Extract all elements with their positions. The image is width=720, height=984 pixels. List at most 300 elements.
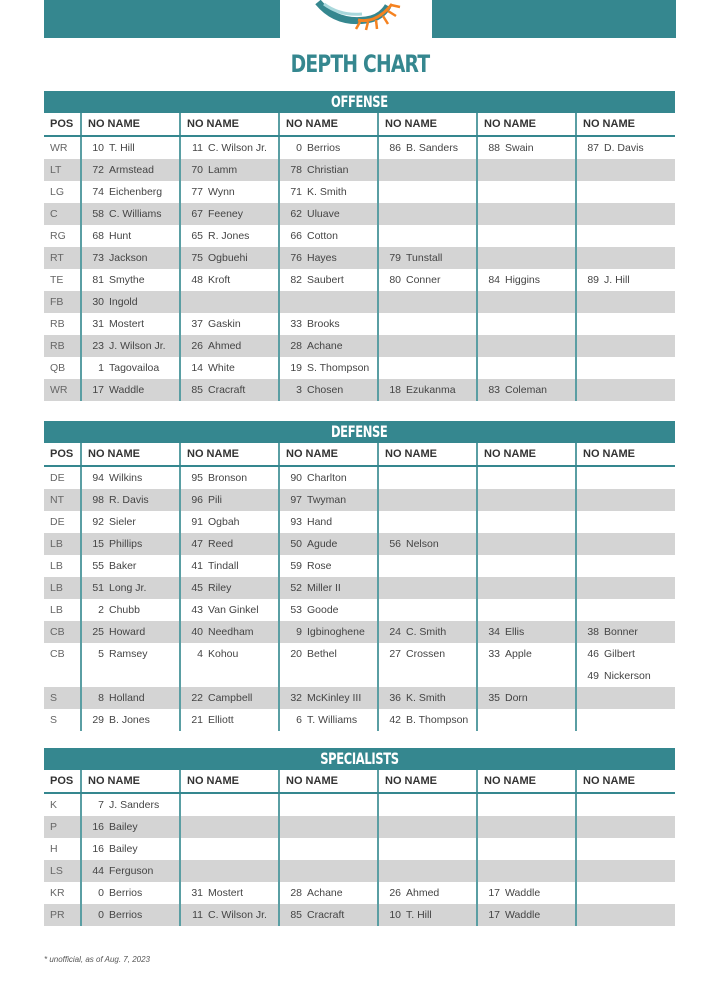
player-cell <box>279 904 378 926</box>
player-name: C. Williams <box>109 208 162 220</box>
player-cell <box>180 511 279 533</box>
player-cell <box>378 313 477 335</box>
jersey-number: 33 <box>488 648 500 660</box>
jersey-number: 11 <box>192 142 203 154</box>
player-cell <box>279 882 378 904</box>
player-cell <box>279 687 378 709</box>
offense-table <box>44 113 675 401</box>
player-name: Chosen <box>307 384 344 396</box>
jersey-number: 28 <box>290 340 302 352</box>
specialists-header: SPECIALISTS <box>44 748 675 770</box>
player-name: Apple <box>505 648 532 660</box>
player-cell <box>279 291 378 313</box>
col-header-slot: NO NAME <box>279 113 378 136</box>
table-row <box>44 247 675 269</box>
position-cell: RG <box>50 230 66 242</box>
player-cell <box>279 838 378 860</box>
player-name: McKinley III <box>307 692 362 704</box>
player-name: B. Sanders <box>406 142 458 154</box>
player-cell <box>279 816 378 838</box>
player-name: Mostert <box>109 318 145 330</box>
player-name: T. Hill <box>109 142 135 154</box>
table-row <box>44 860 675 882</box>
player-cell <box>180 181 279 203</box>
player-name: J. Sanders <box>109 799 160 811</box>
jersey-number: 97 <box>290 494 302 506</box>
col-header-pos: POS <box>44 770 81 793</box>
jersey-number: 83 <box>488 384 500 396</box>
player-cell <box>81 247 180 269</box>
player-cell <box>576 904 675 926</box>
player-name: Nelson <box>406 538 439 550</box>
column-header-row <box>44 443 675 466</box>
player-cell <box>378 159 477 181</box>
jersey-number: 5 <box>98 648 104 660</box>
player-cell <box>81 860 180 882</box>
player-cell <box>279 357 378 379</box>
jersey-number: 78 <box>290 164 302 176</box>
position-cell: C <box>44 203 81 225</box>
player-cell <box>378 621 477 643</box>
table-row <box>44 489 675 511</box>
player-cell <box>378 533 477 555</box>
jersey-number: 7 <box>98 799 104 811</box>
player-cell <box>180 489 279 511</box>
table-row <box>44 379 675 401</box>
player-cell <box>477 181 576 203</box>
player-cell <box>279 555 378 577</box>
jersey-number: 72 <box>92 164 104 176</box>
position-cell: RB <box>44 335 81 357</box>
position-cell: DE <box>50 472 65 484</box>
player-cell <box>279 709 378 731</box>
position-cell: LT <box>44 159 81 181</box>
player-name: D. Davis <box>604 142 644 154</box>
col-header-slot: NO NAME <box>576 770 675 793</box>
jersey-number: 24 <box>389 626 401 638</box>
jersey-number: 17 <box>488 909 500 921</box>
position-cell: WR <box>50 142 68 154</box>
player-cell <box>477 203 576 225</box>
player-cell <box>576 709 675 731</box>
player-name: T. Hill <box>406 909 432 921</box>
player-cell <box>180 838 279 860</box>
table-row <box>44 225 675 247</box>
player-cell <box>576 643 675 665</box>
player-name: B. Jones <box>109 714 150 726</box>
table-row <box>44 793 675 816</box>
jersey-number: 74 <box>92 186 104 198</box>
table-row <box>44 335 675 357</box>
player-cell <box>477 643 576 665</box>
player-cell <box>279 860 378 882</box>
player-cell <box>378 687 477 709</box>
player-cell <box>81 136 180 159</box>
player-cell <box>81 555 180 577</box>
table-row <box>44 709 675 731</box>
jersey-number: 50 <box>290 538 302 550</box>
player-name: B. Thompson <box>406 714 469 726</box>
player-name: Gaskin <box>208 318 241 330</box>
position-cell: H <box>50 843 58 855</box>
jersey-number: 81 <box>92 274 104 286</box>
jersey-number: 90 <box>290 472 302 484</box>
player-name: Chubb <box>109 604 140 616</box>
player-name: Feeney <box>208 208 244 220</box>
player-cell <box>81 269 180 291</box>
player-cell <box>81 489 180 511</box>
column-header-row <box>44 770 675 793</box>
jersey-number: 53 <box>290 604 302 616</box>
player-cell <box>576 577 675 599</box>
player-cell <box>180 709 279 731</box>
player-cell <box>180 621 279 643</box>
player-cell <box>576 533 675 555</box>
position-cell: P <box>44 816 81 838</box>
player-cell <box>180 225 279 247</box>
jersey-number: 33 <box>290 318 302 330</box>
player-cell <box>180 379 279 401</box>
page-title: DEPTH CHART <box>290 50 430 78</box>
player-cell <box>576 181 675 203</box>
jersey-number: 44 <box>92 865 104 877</box>
table-row <box>44 136 675 159</box>
player-cell <box>180 313 279 335</box>
table-row <box>44 511 675 533</box>
jersey-number: 91 <box>191 516 203 528</box>
player-cell <box>576 793 675 816</box>
player-name: Goode <box>307 604 339 616</box>
player-name: Waddle <box>505 887 541 899</box>
jersey-number: 98 <box>92 494 104 506</box>
player-name: Berrios <box>307 142 341 154</box>
player-name: C. Smith <box>406 626 447 638</box>
jersey-number: 8 <box>98 692 104 704</box>
col-header-slot: NO NAME <box>81 770 180 793</box>
player-name: Cotton <box>307 230 338 242</box>
player-cell <box>378 203 477 225</box>
jersey-number: 42 <box>389 714 401 726</box>
jersey-number: 93 <box>290 516 302 528</box>
player-cell <box>81 181 180 203</box>
player-name: Brooks <box>307 318 340 330</box>
player-cell <box>477 159 576 181</box>
jersey-number: 65 <box>191 230 203 242</box>
player-name: Ingold <box>109 296 138 308</box>
jersey-number: 16 <box>92 843 104 855</box>
player-name: Hunt <box>109 230 132 242</box>
table-row <box>44 269 675 291</box>
player-cell <box>576 247 675 269</box>
player-cell <box>576 860 675 882</box>
player-cell <box>180 269 279 291</box>
table-row <box>44 577 675 599</box>
player-cell <box>576 621 675 643</box>
jersey-number: 84 <box>488 274 500 286</box>
player-cell <box>180 860 279 882</box>
player-name: K. Smith <box>406 692 446 704</box>
jersey-number: 80 <box>389 274 401 286</box>
player-name: Ezukanma <box>406 384 456 396</box>
player-cell <box>378 643 477 665</box>
player-cell <box>81 159 180 181</box>
player-cell <box>477 621 576 643</box>
table-row <box>44 555 675 577</box>
jersey-number: 31 <box>92 318 104 330</box>
jersey-number: 58 <box>92 208 104 220</box>
position-cell: LB <box>50 604 63 616</box>
player-cell <box>81 793 180 816</box>
position-cell: CB <box>44 621 81 643</box>
player-name: Bailey <box>109 843 138 855</box>
jersey-number: 59 <box>290 560 302 572</box>
jersey-number: 49 <box>587 670 599 682</box>
player-cell <box>477 904 576 926</box>
player-cell <box>378 904 477 926</box>
player-cell <box>477 136 576 159</box>
player-name: Elliott <box>208 714 234 726</box>
col-header-slot: NO NAME <box>279 443 378 466</box>
jersey-number: 48 <box>191 274 203 286</box>
table-row <box>44 687 675 709</box>
table-row <box>44 621 675 643</box>
jersey-number: 3 <box>296 384 302 396</box>
dolphin-logo-icon <box>296 0 424 32</box>
player-cell <box>180 159 279 181</box>
jersey-number: 94 <box>92 472 104 484</box>
player-cell <box>378 379 477 401</box>
jersey-number: 88 <box>488 142 500 154</box>
player-name: Mostert <box>208 887 244 899</box>
player-cell <box>378 793 477 816</box>
jersey-number: 11 <box>192 909 203 921</box>
jersey-number: 41 <box>191 560 203 572</box>
player-cell <box>477 466 576 489</box>
table-row <box>44 838 675 860</box>
table-row <box>44 882 675 904</box>
table-row <box>44 599 675 621</box>
table-row <box>44 904 675 926</box>
player-cell <box>279 577 378 599</box>
player-name: Achane <box>307 340 343 352</box>
player-name: Ogbah <box>208 516 240 528</box>
player-cell <box>477 838 576 860</box>
player-cell <box>378 709 477 731</box>
player-cell <box>279 225 378 247</box>
defense-table <box>44 443 675 731</box>
position-cell: S <box>44 687 81 709</box>
player-cell <box>477 533 576 555</box>
col-header-slot: NO NAME <box>576 113 675 136</box>
player-cell <box>576 599 675 621</box>
player-cell <box>378 555 477 577</box>
col-header-slot: NO NAME <box>378 443 477 466</box>
jersey-number: 77 <box>191 186 203 198</box>
player-cell <box>81 357 180 379</box>
player-cell <box>477 269 576 291</box>
position-cell: FB <box>44 291 81 313</box>
jersey-number: 68 <box>92 230 104 242</box>
player-cell <box>378 335 477 357</box>
player-name: Higgins <box>505 274 541 286</box>
player-cell <box>477 555 576 577</box>
position-cell: LB <box>50 560 63 572</box>
player-cell <box>378 816 477 838</box>
jersey-number: 21 <box>191 714 203 726</box>
player-name: Tagovailoa <box>109 362 160 374</box>
player-name: T. Williams <box>307 714 358 726</box>
position-cell: DE <box>50 516 65 528</box>
player-name: R. Davis <box>109 494 149 506</box>
player-cell <box>378 247 477 269</box>
jersey-number: 35 <box>488 692 500 704</box>
jersey-number: 28 <box>290 887 302 899</box>
player-name: C. Wilson Jr. <box>208 142 267 154</box>
player-cell <box>576 838 675 860</box>
jersey-number: 0 <box>98 909 104 921</box>
player-name: Nickerson <box>604 670 651 682</box>
player-cell <box>576 269 675 291</box>
jersey-number: 32 <box>290 692 302 704</box>
table-row <box>44 816 675 838</box>
player-cell <box>81 335 180 357</box>
offense-section <box>44 91 675 401</box>
player-cell <box>477 709 576 731</box>
jersey-number: 34 <box>488 626 500 638</box>
jersey-number: 10 <box>389 909 401 921</box>
player-cell <box>477 577 576 599</box>
jersey-number: 46 <box>587 648 599 660</box>
player-cell <box>81 709 180 731</box>
specialists-section <box>44 748 675 926</box>
player-name: K. Smith <box>307 186 347 198</box>
position-cell: RB <box>50 318 65 330</box>
position-cell: QB <box>50 362 66 374</box>
player-cell <box>477 247 576 269</box>
player-cell <box>279 181 378 203</box>
player-cell <box>477 313 576 335</box>
player-name: Igbinoghene <box>307 626 365 638</box>
player-cell <box>576 379 675 401</box>
jersey-number: 75 <box>191 252 203 264</box>
player-name: J. Hill <box>604 274 630 286</box>
jersey-number: 10 <box>92 142 104 154</box>
col-header-pos: POS <box>44 113 81 136</box>
player-cell <box>81 511 180 533</box>
jersey-number: 45 <box>191 582 203 594</box>
player-name: Wynn <box>208 186 235 198</box>
jersey-number: 51 <box>92 582 104 594</box>
player-name: Phillips <box>109 538 143 550</box>
player-name: Long Jr. <box>109 582 147 594</box>
col-header-pos: POS <box>44 443 81 466</box>
position-cell: LG <box>50 186 65 198</box>
player-cell <box>576 665 675 687</box>
player-cell <box>378 269 477 291</box>
player-name: Ramsey <box>109 648 148 660</box>
col-header-slot: NO NAME <box>81 113 180 136</box>
player-cell <box>279 793 378 816</box>
player-name: Berrios <box>109 887 143 899</box>
jersey-number: 16 <box>92 821 104 833</box>
player-name: Ahmed <box>208 340 242 352</box>
player-name: Berrios <box>109 909 143 921</box>
player-cell <box>180 816 279 838</box>
player-cell <box>180 357 279 379</box>
jersey-number: 37 <box>191 318 203 330</box>
jersey-number: 56 <box>389 538 401 550</box>
player-name: Coleman <box>505 384 548 396</box>
col-header-slot: NO NAME <box>378 113 477 136</box>
jersey-number: 17 <box>488 887 500 899</box>
jersey-number: 19 <box>290 362 302 374</box>
player-cell <box>180 466 279 489</box>
player-name: Eichenberg <box>109 186 163 198</box>
player-name: Campbell <box>208 692 253 704</box>
player-cell <box>180 291 279 313</box>
player-cell <box>378 860 477 882</box>
jersey-number: 29 <box>92 714 104 726</box>
player-name: Agude <box>307 538 338 550</box>
jersey-number: 26 <box>389 887 401 899</box>
player-cell <box>180 643 279 665</box>
jersey-number: 2 <box>98 604 104 616</box>
player-cell <box>378 511 477 533</box>
jersey-number: 73 <box>92 252 104 264</box>
player-name: Conner <box>406 274 441 286</box>
jersey-number: 55 <box>92 560 104 572</box>
player-cell <box>180 599 279 621</box>
col-header-slot: NO NAME <box>477 443 576 466</box>
col-header-slot: NO NAME <box>180 113 279 136</box>
jersey-number: 85 <box>290 909 302 921</box>
player-name: Charlton <box>307 472 347 484</box>
player-cell <box>378 489 477 511</box>
player-name: Achane <box>307 887 343 899</box>
jersey-number: 85 <box>191 384 203 396</box>
jersey-number: 66 <box>290 230 302 242</box>
jersey-number: 62 <box>290 208 302 220</box>
player-cell <box>279 379 378 401</box>
player-name: Ellis <box>505 626 525 638</box>
position-cell: KR <box>50 887 65 899</box>
player-cell <box>180 533 279 555</box>
player-name: Bonner <box>604 626 638 638</box>
player-name: Crossen <box>406 648 446 660</box>
defense-section <box>44 421 675 731</box>
jersey-number: 17 <box>92 384 104 396</box>
player-cell <box>180 904 279 926</box>
jersey-number: 96 <box>191 494 203 506</box>
defense-header: DEFENSE <box>44 421 675 443</box>
table-row <box>44 466 675 489</box>
table-row <box>44 181 675 203</box>
player-cell <box>279 621 378 643</box>
player-cell <box>576 555 675 577</box>
player-name: Christian <box>307 164 349 176</box>
column-header-row <box>44 113 675 136</box>
player-cell <box>477 225 576 247</box>
player-cell <box>279 313 378 335</box>
table-row <box>44 203 675 225</box>
jersey-number: 95 <box>191 472 203 484</box>
player-cell <box>477 599 576 621</box>
player-cell <box>279 643 378 665</box>
position-cell: LB <box>44 533 81 555</box>
player-name: Smythe <box>109 274 145 286</box>
col-header-slot: NO NAME <box>180 770 279 793</box>
player-cell <box>477 511 576 533</box>
